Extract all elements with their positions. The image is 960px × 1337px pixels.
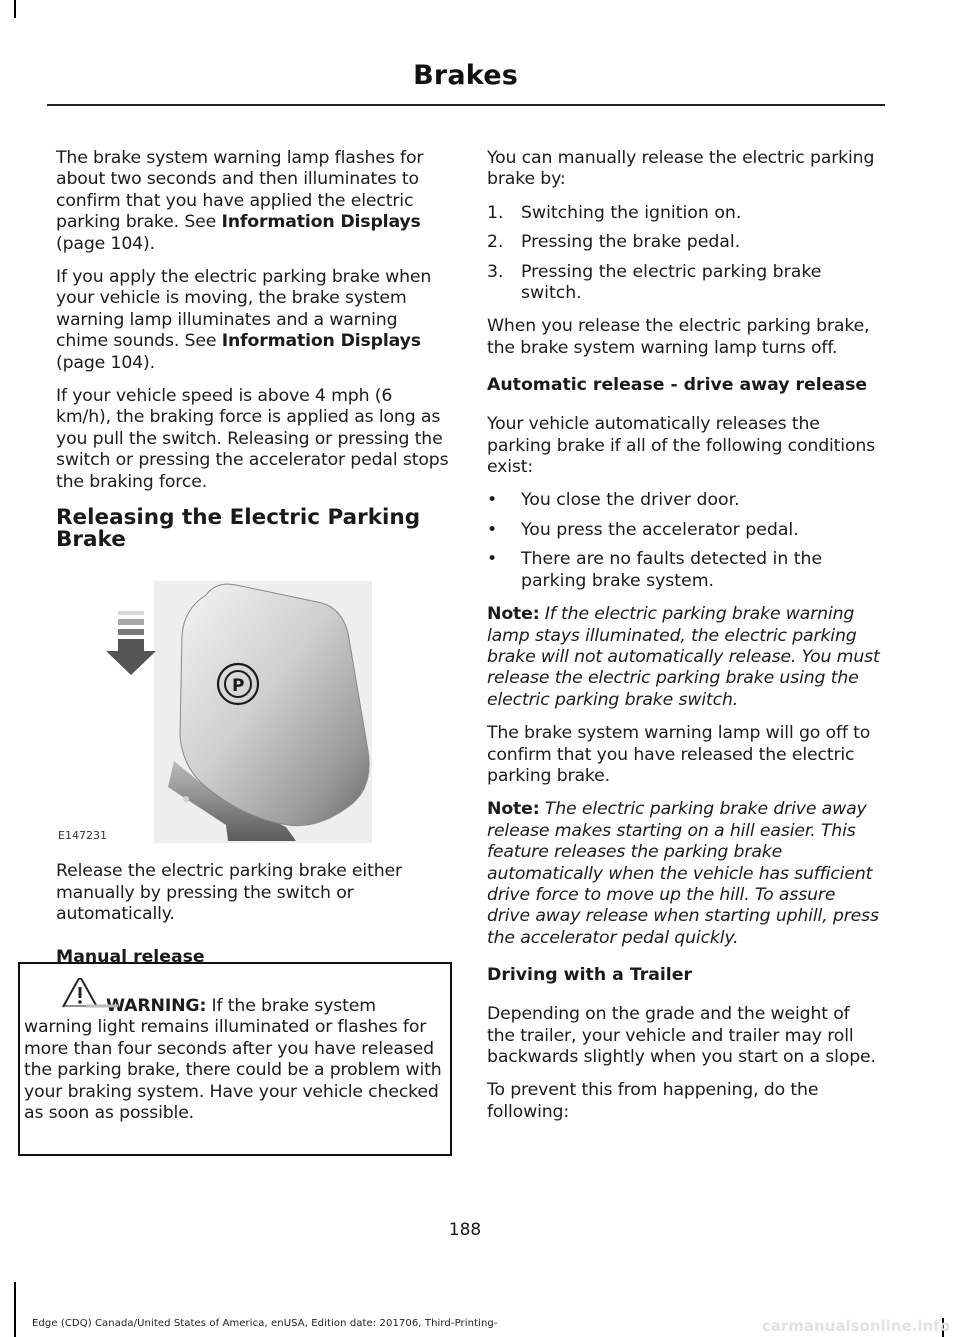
paragraph-trailer-roll: Depending on the grade and the weight of the trailer, your vehicle and trailer may roll backwards slightly when you start on a slope. [487,1004,876,1067]
arrow-stripe-3 [118,629,144,635]
paragraph-lamp-turns-off: When you release the electric parking brake, the brake system warning lamp turns off. [487,316,870,358]
list-item: 3. Pressing the electric parking brake switch. [487,261,822,304]
crop-mark-bottom-left-v [14,1282,16,1337]
watermark: carmanualsonline.info [761,1317,950,1335]
list-item: 1. Switching the ignition on. [487,202,742,223]
bullet-icon: • [487,490,498,511]
press-down-arrow-icon [106,639,156,675]
page-footer: Edge (CDQ) Canada/United States of America, enUSA, Edition date: 201706, Third-Printing- [32,1318,498,1329]
subheading-automatic-release: Automatic release - drive away release [487,375,868,396]
figure-code: E147231 [58,829,107,843]
paragraph-manual-release-intro: You can manually release the electric parking brake by: [487,148,875,190]
list-item: • There are no faults detected in the parking brake system. [487,549,823,591]
paragraph-lamp-goes-off: The brake system warning lamp will go off to confirm that you have released the electric parking brake. [487,723,871,786]
switch-led [183,796,189,802]
auto-release-conditions [487,490,882,592]
cross-reference-link[interactable]: Information Displays [221,331,421,352]
parking-brake-switch-illustration [56,575,386,845]
bullet-icon: • [487,549,498,570]
paragraph-prevent: To prevent this from happening, do the following: [487,1080,819,1122]
left-column [56,148,451,986]
subheading-driving-with-trailer: Driving with a Trailer [487,965,692,986]
switch-body [180,584,369,826]
paragraph-apply-while-moving: If you apply the electric parking brake when your vehicle is moving, the brake system warning lamp illuminates and a warning chime sounds. See Information Displays (page 104). [56,267,432,373]
paragraph-lamp-flashes: The brake system warning lamp flashes for about two seconds and then illuminates to confirm that you have applied the electric parking brake. See Information Displays (page 104). [56,148,424,254]
paragraph-release-either: Release the electric parking brake either manually by pressing the switch or automatically. [56,861,402,924]
warning-triangle-icon [60,978,122,1008]
section-heading-releasing: Releasing the Electric Parking Brake [56,505,421,553]
page-number: 188 [448,1220,482,1240]
arrow-stripe-2 [118,619,144,625]
warning-text: WARNING: If the brake system warning light remains illuminated or flashes for more than four seconds after you have released the parking brake, there could be a problem with your braking system. Have your vehicle checked as soon as possible. [24,996,442,1124]
note-lamp-stays-illuminated: Note: If the electric parking brake warning lamp stays illuminated, the electric parking brake will not automatically release. You must release the electric parking brake using the electric parking brake switch. [487,604,880,710]
bullet-icon: • [487,519,498,540]
right-column [487,148,882,1135]
header-rule [47,104,885,106]
warning-label: WARNING: [106,996,207,1016]
paragraph-auto-release-intro: Your vehicle automatically releases the parking brake if all of the following conditions exist: [487,414,876,478]
subheading-manual-release: Manual release [56,947,205,968]
arrow-stripe-1 [118,611,144,615]
paragraph-vehicle-speed: If your vehicle speed is above 4 mph (6 km/h), the braking force is applied as long as you pull the switch. Releasing or pressing the switch or pressing the accelerator pedal stops the braking force. [56,386,449,492]
crop-mark-top-left-v [14,0,16,18]
list-item: • You close the driver door. [487,490,740,511]
warning-box [18,962,452,1156]
note-drive-away-release: Note: The electric parking brake drive away release makes starting on a hill easier. This feature releases the parking brake automatically when the vehicle has sufficient drive force to move up the hill. To assure drive away release when starting uphill, press the accelerator pedal quickly. [487,799,879,948]
list-item: • You press the accelerator pedal. [487,519,799,540]
cross-reference-link[interactable]: Information Displays [221,212,421,233]
manual-release-steps [487,203,882,305]
parking-brake-switch-figure [56,575,386,845]
parking-symbol-letter: P [232,676,245,697]
list-item: 2. Pressing the brake pedal. [487,232,741,253]
page-header-title: Brakes [413,60,518,91]
